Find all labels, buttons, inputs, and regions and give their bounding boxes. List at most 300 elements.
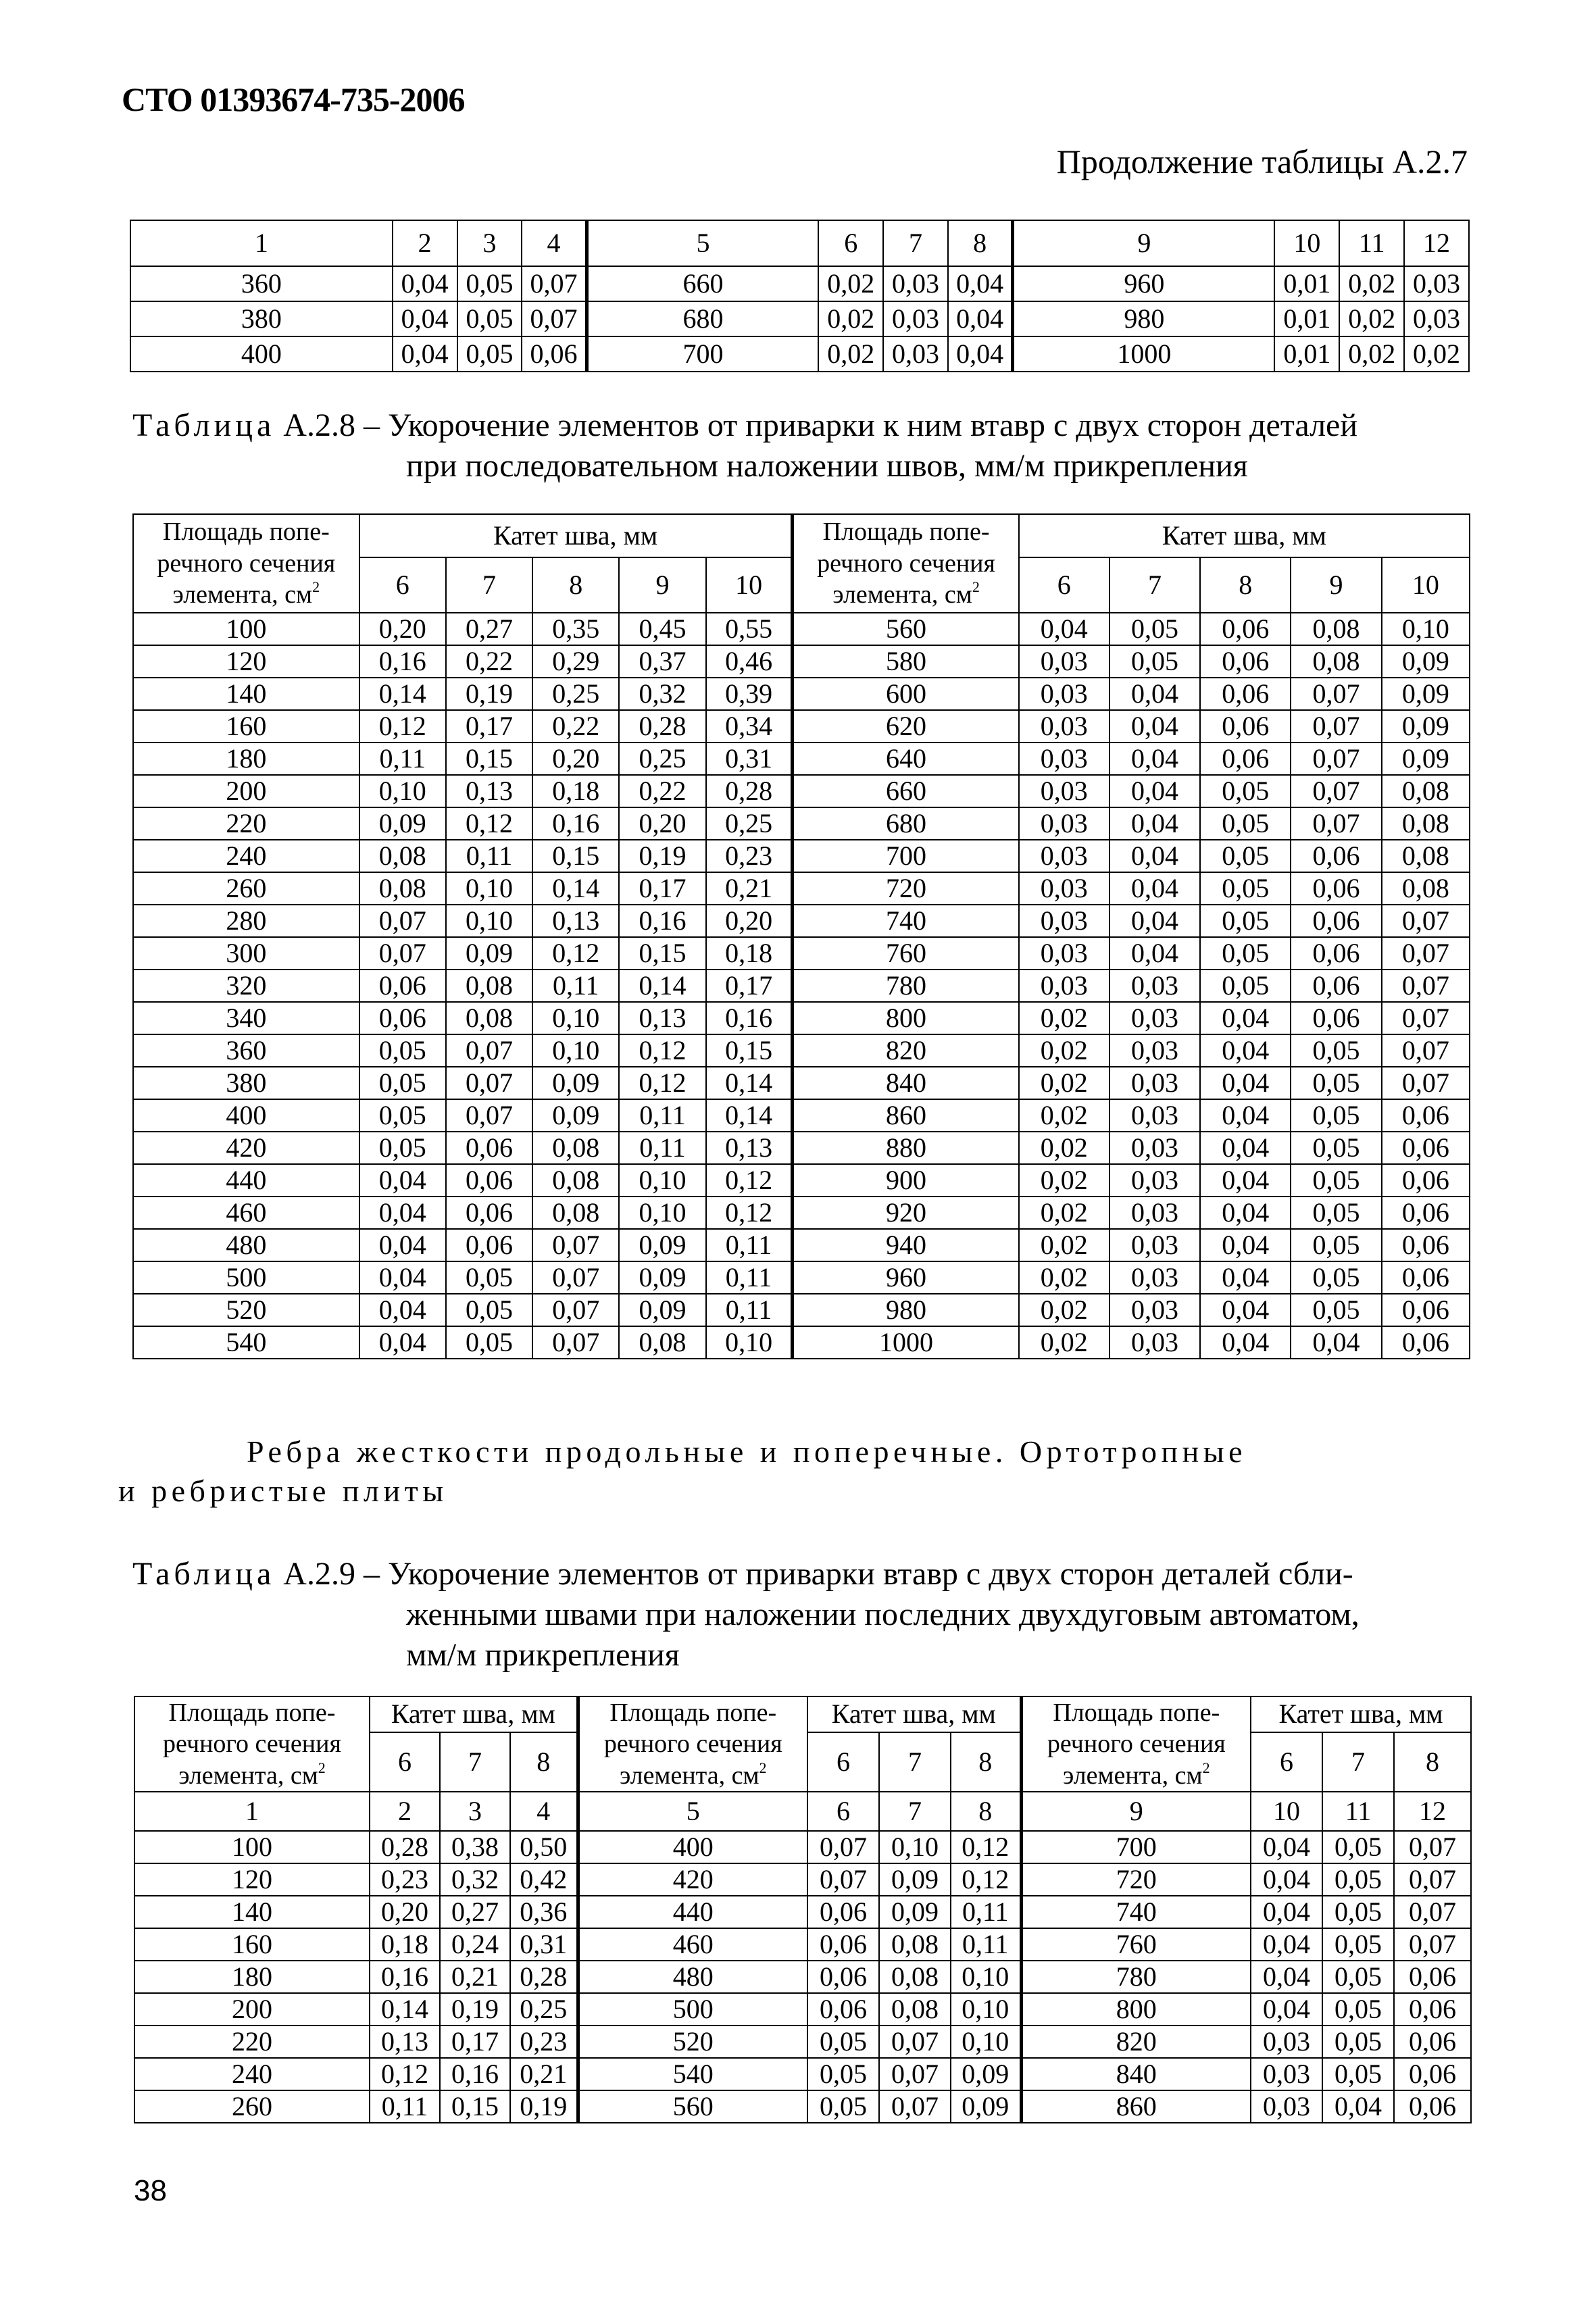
value-cell: 0,03 [1109, 1261, 1200, 1294]
value-cell: 0,03 [1109, 1164, 1200, 1197]
table-row [133, 807, 1470, 840]
value-cell: 0,04 [1200, 1099, 1291, 1132]
value-cell: 0,09 [532, 1067, 619, 1099]
value-cell: 0,06 [1382, 1197, 1470, 1229]
value-cell: 0,08 [879, 1961, 951, 1993]
value-cell: 0,02 [818, 301, 883, 336]
value-cell: 0,10 [446, 872, 532, 905]
value-cell: 0,05 [1200, 937, 1291, 970]
value-cell: 0,03 [1019, 937, 1109, 970]
value-cell: 0,03 [1019, 970, 1109, 1002]
area-cell: 700 [587, 336, 818, 372]
value-cell: 0,05 [359, 1099, 446, 1132]
area-cell: 240 [134, 2058, 370, 2090]
value-cell: 0,15 [440, 2090, 510, 2123]
leg-size-header: 7 [440, 1732, 510, 1792]
leg-size-header: 8 [1394, 1732, 1471, 1792]
value-cell: 0,12 [706, 1164, 793, 1197]
value-cell: 0,31 [510, 1928, 578, 1961]
value-cell: 0,06 [1200, 743, 1291, 775]
area-cell: 760 [1021, 1928, 1251, 1961]
column-number: 4 [522, 220, 587, 266]
value-cell: 0,06 [359, 1002, 446, 1034]
value-cell: 0,04 [1200, 1132, 1291, 1164]
value-cell: 0,06 [1394, 1993, 1471, 2026]
area-cell: 380 [133, 1067, 359, 1099]
area-cell: 140 [134, 1896, 370, 1928]
value-cell: 0,07 [532, 1294, 619, 1326]
value-cell: 0,06 [807, 1993, 879, 2026]
table-row [133, 872, 1470, 905]
value-cell: 0,07 [879, 2026, 951, 2058]
value-cell: 0,04 [1251, 1961, 1322, 1993]
value-cell: 0,20 [706, 905, 793, 937]
value-cell: 0,08 [532, 1164, 619, 1197]
value-cell: 0,05 [1200, 775, 1291, 807]
column-number: 12 [1394, 1792, 1471, 1831]
area-cell: 760 [793, 937, 1019, 970]
leg-size-header: 9 [619, 557, 705, 613]
value-cell: 0,13 [446, 775, 532, 807]
value-cell: 0,08 [1382, 775, 1470, 807]
value-cell: 0,14 [359, 678, 446, 710]
value-cell: 0,04 [1109, 678, 1200, 710]
value-cell: 0,06 [1200, 678, 1291, 710]
value-cell: 0,07 [1382, 970, 1470, 1002]
value-cell: 0,06 [1394, 2058, 1471, 2090]
value-cell: 0,11 [706, 1261, 793, 1294]
value-cell: 0,07 [1291, 710, 1381, 743]
value-cell: 0,02 [1339, 301, 1404, 336]
value-cell: 0,06 [1291, 840, 1381, 872]
value-cell: 0,20 [370, 1896, 440, 1928]
value-cell: 0,08 [879, 1993, 951, 2026]
value-cell: 0,07 [1291, 678, 1381, 710]
value-cell: 0,18 [706, 937, 793, 970]
value-cell: 0,42 [510, 1863, 578, 1896]
caption-label: Таблица [132, 1556, 276, 1592]
area-cell: 740 [793, 905, 1019, 937]
value-cell: 0,04 [1251, 1863, 1322, 1896]
area-cell: 340 [133, 1002, 359, 1034]
caption-label: Таблица [132, 407, 276, 443]
value-cell: 0,14 [619, 970, 705, 1002]
value-cell: 0,09 [619, 1261, 705, 1294]
area-cell: 160 [133, 710, 359, 743]
value-cell: 0,50 [510, 1831, 578, 1863]
value-cell: 0,07 [879, 2058, 951, 2090]
value-cell: 0,08 [532, 1132, 619, 1164]
leg-size-header: 10 [1382, 557, 1470, 613]
value-cell: 0,04 [1200, 1294, 1291, 1326]
value-cell: 0,31 [706, 743, 793, 775]
caption-text: – Укорочение элементов от приварки втавр с двух сторон деталей сбли- [355, 1556, 1353, 1592]
value-cell: 0,04 [1109, 775, 1200, 807]
value-cell: 0,05 [457, 301, 522, 336]
value-cell: 0,06 [807, 1961, 879, 1993]
table-row [134, 2090, 1471, 2123]
value-cell: 0,07 [532, 1229, 619, 1261]
value-cell: 0,06 [1382, 1229, 1470, 1261]
column-number: 9 [1021, 1792, 1251, 1831]
value-cell: 0,04 [393, 266, 457, 301]
value-cell: 0,06 [1382, 1326, 1470, 1359]
value-cell: 0,03 [1251, 2058, 1322, 2090]
leg-size-header: 8 [510, 1732, 578, 1792]
value-cell: 0,06 [1200, 645, 1291, 678]
value-cell: 0,03 [1019, 678, 1109, 710]
value-cell: 0,55 [706, 613, 793, 645]
value-cell: 0,12 [370, 2058, 440, 2090]
value-cell: 0,19 [440, 1993, 510, 2026]
value-cell: 0,06 [446, 1197, 532, 1229]
value-cell: 0,07 [1382, 905, 1470, 937]
value-cell: 0,32 [440, 1863, 510, 1896]
table-row [133, 1326, 1470, 1359]
value-cell: 0,36 [510, 1896, 578, 1928]
area-cell: 600 [793, 678, 1019, 710]
caption-text: – Укорочение элементов от приварки к ним втавр с двух сторон деталей [355, 407, 1358, 443]
value-cell: 0,03 [1019, 840, 1109, 872]
value-cell: 0,12 [951, 1863, 1021, 1896]
value-cell: 0,05 [457, 336, 522, 372]
value-cell: 0,05 [1322, 1961, 1394, 1993]
value-cell: 0,02 [1339, 266, 1404, 301]
value-cell: 0,06 [1291, 905, 1381, 937]
value-cell: 0,39 [706, 678, 793, 710]
value-cell: 0,11 [706, 1294, 793, 1326]
value-cell: 0,06 [1291, 970, 1381, 1002]
value-cell: 0,05 [1291, 1294, 1381, 1326]
value-cell: 0,21 [706, 872, 793, 905]
value-cell: 0,07 [359, 905, 446, 937]
column-number: 10 [1274, 220, 1339, 266]
area-cell: 260 [133, 872, 359, 905]
area-cell: 200 [133, 775, 359, 807]
value-cell: 0,09 [619, 1294, 705, 1326]
value-cell: 0,06 [807, 1928, 879, 1961]
value-cell: 0,04 [359, 1261, 446, 1294]
value-cell: 0,04 [359, 1229, 446, 1261]
leg-size-header: 7 [879, 1732, 951, 1792]
value-cell: 0,05 [1322, 2058, 1394, 2090]
table-row [133, 1002, 1470, 1034]
value-cell: 0,04 [359, 1326, 446, 1359]
value-cell: 0,19 [510, 2090, 578, 2123]
value-cell: 0,04 [1251, 1993, 1322, 2026]
leg-size-header: 6 [1251, 1732, 1322, 1792]
table-row [133, 1197, 1470, 1229]
value-cell: 0,04 [1251, 1928, 1322, 1961]
column-number: 1 [134, 1792, 370, 1831]
value-cell: 0,04 [1251, 1896, 1322, 1928]
area-cell: 180 [133, 743, 359, 775]
value-cell: 0,08 [619, 1326, 705, 1359]
value-cell: 0,05 [1322, 1993, 1394, 2026]
table-row [133, 1132, 1470, 1164]
value-cell: 0,05 [1291, 1099, 1381, 1132]
table-row [130, 336, 1469, 372]
value-cell: 0,12 [619, 1034, 705, 1067]
area-cell: 320 [133, 970, 359, 1002]
area-cell: 400 [133, 1099, 359, 1132]
value-cell: 0,16 [619, 905, 705, 937]
value-cell: 0,02 [1019, 1294, 1109, 1326]
area-cell: 520 [578, 2026, 807, 2058]
section-heading-line2: и ребристые плиты [118, 1474, 448, 1508]
value-cell: 0,06 [1382, 1261, 1470, 1294]
value-cell: 0,23 [706, 840, 793, 872]
value-cell: 0,05 [446, 1326, 532, 1359]
value-cell: 0,06 [446, 1132, 532, 1164]
table-row [133, 1294, 1470, 1326]
area-cell: 260 [134, 2090, 370, 2123]
value-cell: 0,05 [1200, 905, 1291, 937]
value-cell: 0,23 [370, 1863, 440, 1896]
value-cell: 0,16 [532, 807, 619, 840]
value-cell: 0,22 [619, 775, 705, 807]
area-cell: 120 [133, 645, 359, 678]
area-cell: 640 [793, 743, 1019, 775]
column-number: 6 [807, 1792, 879, 1831]
section-heading-line1: Ребра жесткости продольные и поперечные. Ортотропные [247, 1434, 1247, 1469]
value-cell: 0,09 [1382, 678, 1470, 710]
area-cell: 620 [793, 710, 1019, 743]
table-a28 [132, 513, 1470, 1359]
area-cell: 800 [793, 1002, 1019, 1034]
value-cell: 0,11 [532, 970, 619, 1002]
column-number: 11 [1322, 1792, 1394, 1831]
value-cell: 0,03 [1019, 710, 1109, 743]
value-cell: 0,11 [619, 1099, 705, 1132]
area-cell: 220 [133, 807, 359, 840]
value-cell: 0,11 [706, 1229, 793, 1261]
caption-text-line2: при последовательном наложении швов, мм/м прикрепления [406, 448, 1248, 484]
value-cell: 0,04 [1200, 1164, 1291, 1197]
value-cell: 0,09 [879, 1896, 951, 1928]
area-cell: 580 [793, 645, 1019, 678]
column-number: 1 [130, 220, 393, 266]
value-cell: 0,05 [446, 1294, 532, 1326]
value-cell: 0,09 [1382, 710, 1470, 743]
value-cell: 0,17 [446, 710, 532, 743]
value-cell: 0,25 [532, 678, 619, 710]
value-cell: 0,10 [951, 2026, 1021, 2058]
value-cell: 0,06 [1200, 710, 1291, 743]
value-cell: 0,19 [619, 840, 705, 872]
value-cell: 0,05 [359, 1067, 446, 1099]
area-cell: 960 [793, 1261, 1019, 1294]
table-row [133, 1164, 1470, 1197]
value-cell: 0,07 [446, 1034, 532, 1067]
value-cell: 0,05 [1109, 613, 1200, 645]
value-cell: 0,04 [1200, 1229, 1291, 1261]
value-cell: 0,10 [706, 1326, 793, 1359]
value-cell: 0,45 [619, 613, 705, 645]
value-cell: 0,03 [1109, 1229, 1200, 1261]
value-cell: 0,08 [532, 1197, 619, 1229]
page-number: 38 [134, 2174, 167, 2207]
value-cell: 0,08 [1382, 807, 1470, 840]
leg-header: Катет шва, мм [359, 514, 793, 557]
value-cell: 0,05 [1291, 1034, 1381, 1067]
value-cell: 0,10 [1382, 613, 1470, 645]
value-cell: 0,02 [1019, 1099, 1109, 1132]
value-cell: 0,07 [1382, 1034, 1470, 1067]
area-cell: 300 [133, 937, 359, 970]
value-cell: 0,03 [1404, 266, 1469, 301]
value-cell: 0,06 [1394, 2026, 1471, 2058]
value-cell: 0,04 [948, 301, 1013, 336]
leg-header: Катет шва, мм [1019, 514, 1470, 557]
value-cell: 0,07 [1291, 775, 1381, 807]
leg-size-header: 6 [1019, 557, 1109, 613]
value-cell: 0,25 [619, 743, 705, 775]
value-cell: 0,02 [1019, 1229, 1109, 1261]
value-cell: 0,04 [1200, 1067, 1291, 1099]
value-cell: 0,22 [446, 645, 532, 678]
table-row [134, 2058, 1471, 2090]
area-cell: 660 [793, 775, 1019, 807]
area-cell: 940 [793, 1229, 1019, 1261]
table-row [134, 2026, 1471, 2058]
value-cell: 0,04 [1109, 807, 1200, 840]
value-cell: 0,28 [510, 1961, 578, 1993]
value-cell: 0,13 [532, 905, 619, 937]
value-cell: 0,01 [1274, 336, 1339, 372]
value-cell: 0,11 [619, 1132, 705, 1164]
value-cell: 0,03 [1109, 1132, 1200, 1164]
value-cell: 0,02 [1019, 1034, 1109, 1067]
table-row [134, 1928, 1471, 1961]
column-number: 8 [951, 1792, 1021, 1831]
table-row [133, 613, 1470, 645]
area-cell: 140 [133, 678, 359, 710]
value-cell: 0,11 [446, 840, 532, 872]
area-cell: 480 [133, 1229, 359, 1261]
section-heading [118, 1432, 1503, 1511]
value-cell: 0,08 [1291, 613, 1381, 645]
area-cell: 680 [587, 301, 818, 336]
value-cell: 0,03 [883, 266, 948, 301]
leg-size-header: 10 [706, 557, 793, 613]
leg-size-header: 8 [532, 557, 619, 613]
value-cell: 0,11 [951, 1896, 1021, 1928]
leg-size-header: 8 [1200, 557, 1291, 613]
table-row [133, 775, 1470, 807]
value-cell: 0,29 [532, 645, 619, 678]
value-cell: 0,05 [1200, 840, 1291, 872]
column-number: 12 [1404, 220, 1469, 266]
value-cell: 0,20 [619, 807, 705, 840]
column-number: 8 [948, 220, 1013, 266]
area-cell: 360 [133, 1034, 359, 1067]
area-cell: 900 [793, 1164, 1019, 1197]
value-cell: 0,23 [510, 2026, 578, 2058]
value-cell: 0,25 [510, 1993, 578, 2026]
value-cell: 0,05 [446, 1261, 532, 1294]
value-cell: 0,07 [1394, 1928, 1471, 1961]
area-cell: 680 [793, 807, 1019, 840]
value-cell: 0,03 [1109, 970, 1200, 1002]
value-cell: 0,06 [1200, 613, 1291, 645]
value-cell: 0,05 [807, 2090, 879, 2123]
value-cell: 0,10 [532, 1002, 619, 1034]
value-cell: 0,06 [446, 1229, 532, 1261]
value-cell: 0,09 [951, 2090, 1021, 2123]
area-cell: 400 [578, 1831, 807, 1863]
value-cell: 0,08 [359, 872, 446, 905]
value-cell: 0,01 [1274, 266, 1339, 301]
value-cell: 0,03 [1019, 872, 1109, 905]
area-cell: 660 [587, 266, 818, 301]
value-cell: 0,02 [1019, 1132, 1109, 1164]
area-cell: 860 [793, 1099, 1019, 1132]
area-cell: 840 [1021, 2058, 1251, 2090]
column-number: 9 [1013, 220, 1275, 266]
value-cell: 0,10 [446, 905, 532, 937]
leg-header: Катет шва, мм [1251, 1696, 1471, 1732]
value-cell: 0,08 [359, 840, 446, 872]
leg-header: Катет шва, мм [370, 1696, 578, 1732]
value-cell: 0,05 [1291, 1164, 1381, 1197]
area-cell: 1000 [1013, 336, 1275, 372]
value-cell: 0,03 [1019, 807, 1109, 840]
value-cell: 0,02 [1019, 1067, 1109, 1099]
value-cell: 0,03 [1109, 1197, 1200, 1229]
value-cell: 0,07 [1382, 1002, 1470, 1034]
area-cell: 820 [1021, 2026, 1251, 2058]
value-cell: 0,05 [1322, 1928, 1394, 1961]
value-cell: 0,04 [1109, 710, 1200, 743]
table-row [133, 1099, 1470, 1132]
value-cell: 0,08 [446, 1002, 532, 1034]
value-cell: 0,08 [1382, 840, 1470, 872]
leg-size-header: 6 [370, 1732, 440, 1792]
value-cell: 0,16 [359, 645, 446, 678]
area-cell: 240 [133, 840, 359, 872]
value-cell: 0,02 [1019, 1326, 1109, 1359]
caption-text-line3: мм/м прикрепления [406, 1637, 680, 1673]
value-cell: 0,07 [522, 266, 587, 301]
value-cell: 0,02 [1404, 336, 1469, 372]
area-cell: 720 [793, 872, 1019, 905]
value-cell: 0,03 [1019, 905, 1109, 937]
area-cell: 700 [793, 840, 1019, 872]
value-cell: 0,04 [1109, 743, 1200, 775]
value-cell: 0,11 [370, 2090, 440, 2123]
value-cell: 0,04 [1291, 1326, 1381, 1359]
value-cell: 0,09 [951, 2058, 1021, 2090]
table-a29 [134, 1696, 1472, 2123]
value-cell: 0,14 [706, 1099, 793, 1132]
table-row [134, 1961, 1471, 1993]
area-cell: 700 [1021, 1831, 1251, 1863]
column-number: 4 [510, 1792, 578, 1831]
value-cell: 0,17 [706, 970, 793, 1002]
value-cell: 0,06 [359, 970, 446, 1002]
value-cell: 0,13 [370, 2026, 440, 2058]
leg-size-header: 8 [951, 1732, 1021, 1792]
table-row [133, 840, 1470, 872]
value-cell: 0,03 [1019, 743, 1109, 775]
leg-size-header: 7 [1322, 1732, 1394, 1792]
value-cell: 0,03 [1404, 301, 1469, 336]
value-cell: 0,07 [446, 1067, 532, 1099]
table-row [134, 1896, 1471, 1928]
value-cell: 0,27 [446, 613, 532, 645]
value-cell: 0,06 [1394, 1961, 1471, 1993]
